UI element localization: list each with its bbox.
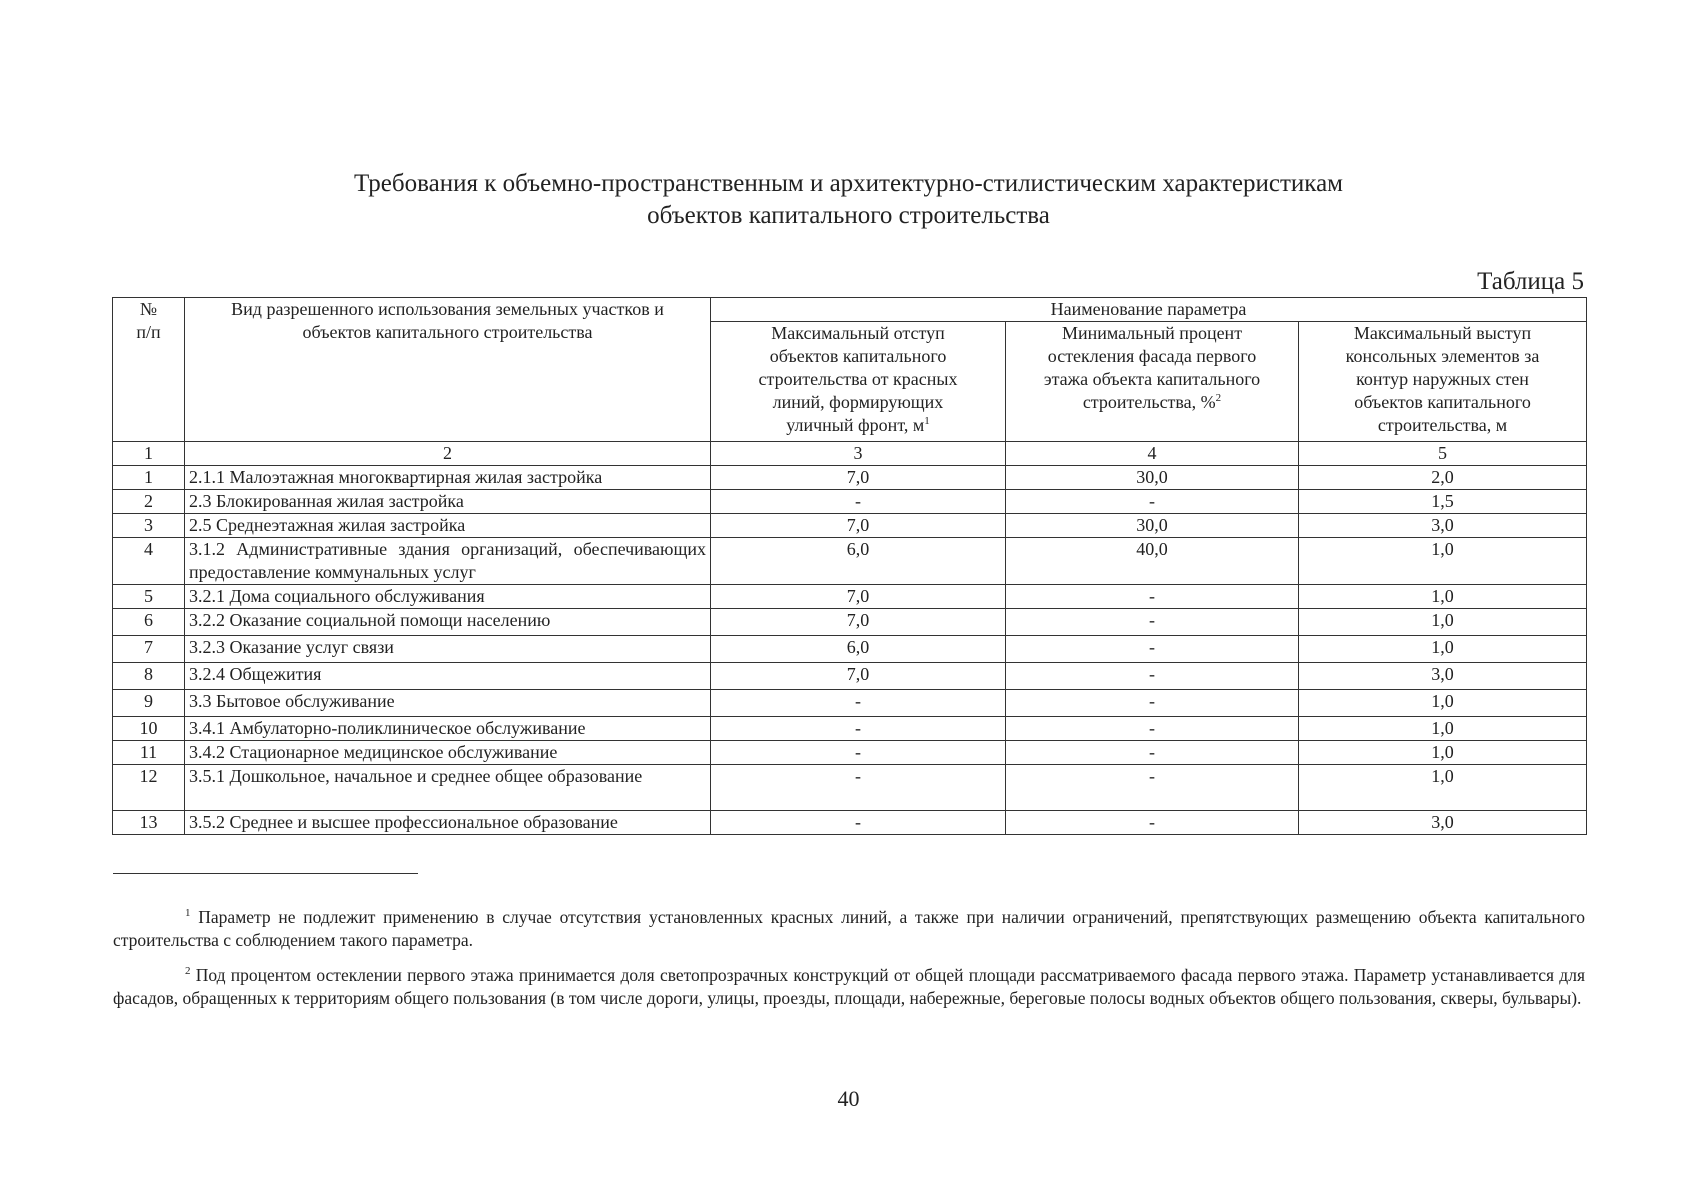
column-number: 3 <box>711 442 1006 466</box>
header-min-glazing-text: Минимальный процент остекления фасада первого этажа объекта капитального строительства, % <box>1043 323 1261 412</box>
max-setback-value: - <box>711 690 1006 717</box>
max-setback-value: - <box>711 765 1006 811</box>
title-line-2: объектов капитального строительства <box>647 202 1050 229</box>
table-row <box>113 466 1587 490</box>
max-setback-value: 7,0 <box>711 466 1006 490</box>
max-overhang-value: 1,0 <box>1299 609 1587 636</box>
min-glazing-value: - <box>1006 765 1299 811</box>
document-title <box>0 168 1697 232</box>
max-setback-value: - <box>711 811 1006 835</box>
column-number: 1 <box>113 442 185 466</box>
table-row <box>113 663 1587 690</box>
max-overhang-value: 1,0 <box>1299 717 1587 741</box>
use-type-name: 3.3 Бытовое обслуживание <box>185 690 711 717</box>
use-type-name: 3.4.1 Амбулаторно-поликлиническое обслуживание <box>185 717 711 741</box>
use-type-name: 3.1.2 Административные здания организаций, обеспечивающих предоставление коммунальных услуг <box>185 538 711 585</box>
footnote-1-text: Параметр не подлежит применению в случае отсутствия установленных красных линий, а также при наличии ограничений, препятствующих размещению объекта капитального строительства с соблюдением такого параметра. <box>113 907 1585 950</box>
row-number: 4 <box>113 538 185 585</box>
max-setback-value: 7,0 <box>711 514 1006 538</box>
use-type-name: 3.2.2 Оказание социальной помощи населению <box>185 609 711 636</box>
use-type-name: 2.1.1 Малоэтажная многоквартирная жилая застройка <box>185 466 711 490</box>
use-type-name: 3.5.1 Дошкольное, начальное и среднее общее образование <box>185 765 711 811</box>
use-type-name: 3.2.3 Оказание услуг связи <box>185 636 711 663</box>
table-row <box>113 636 1587 663</box>
table-row <box>113 765 1587 811</box>
column-number: 2 <box>185 442 711 466</box>
row-number: 12 <box>113 765 185 811</box>
max-setback-value: 6,0 <box>711 636 1006 663</box>
max-overhang-value: 1,0 <box>1299 538 1587 585</box>
row-number: 8 <box>113 663 185 690</box>
use-type-name: 3.5.2 Среднее и высшее профессиональное образование <box>185 811 711 835</box>
table-label: Таблица 5 <box>1477 268 1584 295</box>
table-row <box>113 741 1587 765</box>
row-number: 11 <box>113 741 185 765</box>
min-glazing-value: - <box>1006 490 1299 514</box>
max-overhang-value: 3,0 <box>1299 514 1587 538</box>
table-row <box>113 609 1587 636</box>
max-overhang-value: 1,0 <box>1299 765 1587 811</box>
max-setback-value: - <box>711 741 1006 765</box>
table-row <box>113 538 1587 585</box>
min-glazing-value: - <box>1006 690 1299 717</box>
table-row <box>113 717 1587 741</box>
footnote-2 <box>113 964 1585 1010</box>
footnote-mark-2: 2 <box>185 965 191 977</box>
max-setback-value: 7,0 <box>711 663 1006 690</box>
min-glazing-value: - <box>1006 609 1299 636</box>
table-row <box>113 514 1587 538</box>
row-number: 7 <box>113 636 185 663</box>
max-overhang-value: 1,0 <box>1299 585 1587 609</box>
header-number-abbr: п/п <box>136 322 161 342</box>
max-setback-value: 7,0 <box>711 609 1006 636</box>
header-max-overhang: Максимальный выступ консольных элементов за контур наружных стен объектов капитального строительства, м <box>1299 322 1587 442</box>
use-type-name: 3.2.4 Общежития <box>185 663 711 690</box>
min-glazing-value: 30,0 <box>1006 514 1299 538</box>
max-overhang-value: 3,0 <box>1299 811 1587 835</box>
row-number: 2 <box>113 490 185 514</box>
max-overhang-value: 2,0 <box>1299 466 1587 490</box>
min-glazing-value: 40,0 <box>1006 538 1299 585</box>
column-numbering-row <box>113 442 1587 466</box>
row-number: 1 <box>113 466 185 490</box>
header-max-setback <box>711 322 1006 442</box>
use-type-name: 2.3 Блокированная жилая застройка <box>185 490 711 514</box>
max-overhang-value: 1,0 <box>1299 690 1587 717</box>
header-parameter-group: Наименование параметра <box>711 298 1587 322</box>
row-number: 6 <box>113 609 185 636</box>
column-number: 4 <box>1006 442 1299 466</box>
use-type-name: 3.2.1 Дома социального обслуживания <box>185 585 711 609</box>
footnote-1 <box>113 906 1585 952</box>
max-setback-value: 6,0 <box>711 538 1006 585</box>
min-glazing-value: - <box>1006 585 1299 609</box>
table-row <box>113 811 1587 835</box>
max-setback-value: 7,0 <box>711 585 1006 609</box>
header-min-glazing <box>1006 322 1299 442</box>
use-type-name: 2.5 Среднеэтажная жилая застройка <box>185 514 711 538</box>
row-number: 10 <box>113 717 185 741</box>
table-row <box>113 490 1587 514</box>
row-number: 5 <box>113 585 185 609</box>
footnote-2-text: Под процентом остеклении первого этажа принимается доля светопрозрачных конструкций от общей площади рассматриваемого фасада первого этажа. Параметр устанавливается для фасадов, обращенных к территориям общего пользования (в том числе дороги, улицы, проезды, площади, набережные, береговые полосы водных объектов общего пользования, скверы, бульвары). <box>113 965 1585 1008</box>
min-glazing-value: - <box>1006 636 1299 663</box>
min-glazing-value: - <box>1006 717 1299 741</box>
footnote-mark-1: 1 <box>185 907 191 919</box>
min-glazing-value: - <box>1006 811 1299 835</box>
use-type-name: 3.4.2 Стационарное медицинское обслуживание <box>185 741 711 765</box>
max-overhang-value: 3,0 <box>1299 663 1587 690</box>
table-row <box>113 690 1587 717</box>
header-number <box>113 298 185 442</box>
row-number: 13 <box>113 811 185 835</box>
min-glazing-value: - <box>1006 663 1299 690</box>
header-use-type: Вид разрешенного использования земельных участков и объектов капитального строительства <box>185 298 711 442</box>
page-number: 40 <box>837 1086 860 1111</box>
min-glazing-value: - <box>1006 741 1299 765</box>
table-row <box>113 585 1587 609</box>
max-setback-value: - <box>711 490 1006 514</box>
max-overhang-value: 1,0 <box>1299 636 1587 663</box>
row-number: 9 <box>113 690 185 717</box>
header-max-setback-text: Максимальный отступ объектов капитального строительства от красных линий, формирующих уличный фронт, м <box>758 323 958 435</box>
footnote-separator <box>113 873 418 874</box>
requirements-table <box>112 297 1587 835</box>
max-overhang-value: 1,0 <box>1299 741 1587 765</box>
row-number: 3 <box>113 514 185 538</box>
title-line-1: Требования к объемно-пространственным и архитектурно-стилистическим характеристикам <box>353 170 1343 197</box>
footnote-ref-2[interactable]: 2 <box>1215 392 1222 404</box>
max-overhang-value: 1,5 <box>1299 490 1587 514</box>
column-number: 5 <box>1299 442 1587 466</box>
min-glazing-value: 30,0 <box>1006 466 1299 490</box>
header-number-symbol: № <box>139 299 158 319</box>
max-setback-value: - <box>711 717 1006 741</box>
footnote-ref-1[interactable]: 1 <box>924 415 930 427</box>
